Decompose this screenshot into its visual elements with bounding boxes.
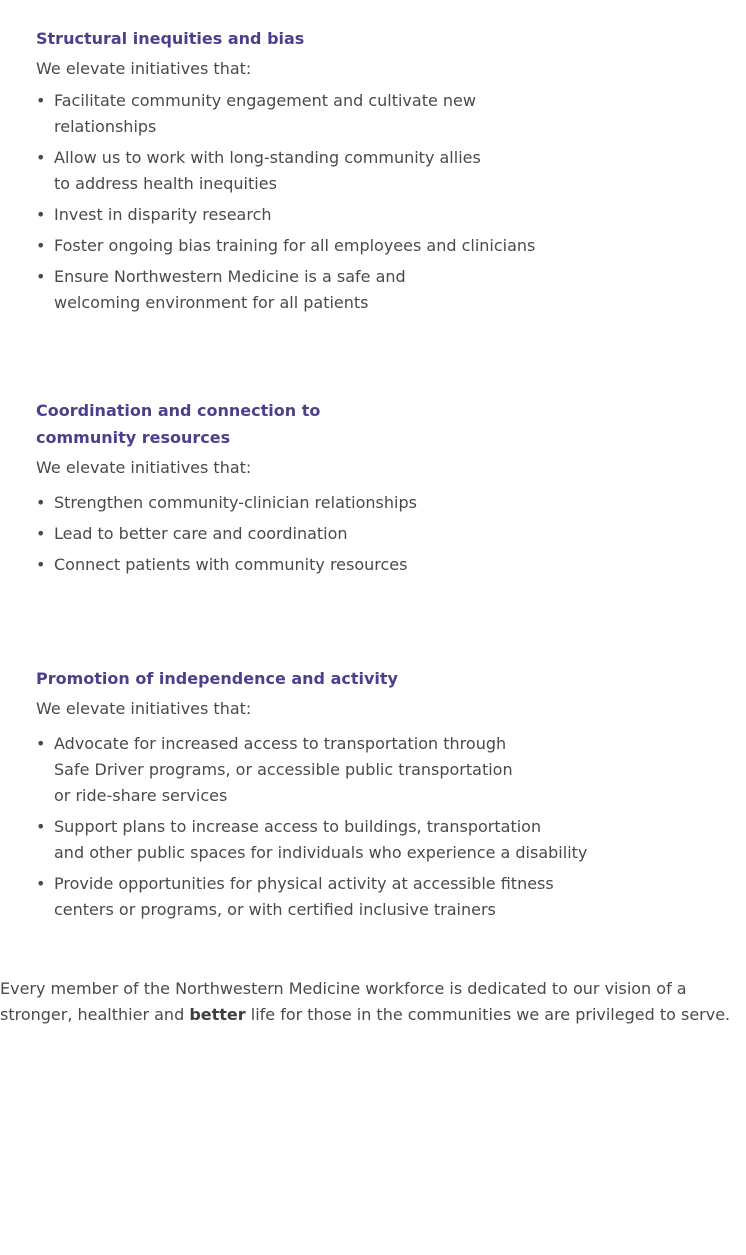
- closing-line-2-start: stronger, healthier and: [0, 1005, 190, 1024]
- section-independence-activity: [36, 665, 736, 928]
- list-item: • Lead to better care and coordination: [36, 521, 736, 547]
- section-intro: We elevate initiatives that:: [36, 59, 252, 78]
- list-item: • Provide opportunities for physical activity at accessible fitness centers or programs, or with certified inclusive trainers: [36, 871, 736, 923]
- list-item: • Ensure Northwestern Medicine is a safe and welcoming environment for all patients: [36, 264, 736, 316]
- list-item: • Foster ongoing bias training for all employees and clinicians: [36, 233, 736, 259]
- section-title: Coordination and connection to community resources: [36, 401, 321, 447]
- list-item: • Support plans to increase access to buildings, transportation and other public spaces for individuals who experience a disability: [36, 814, 736, 866]
- section-structural-inequities: [36, 25, 736, 321]
- bullet-list: [36, 490, 736, 578]
- section-coordination-resources: [36, 397, 736, 583]
- list-item: • Facilitate community engagement and cultivate new relationships: [36, 88, 736, 140]
- bullet-list: [36, 88, 736, 316]
- list-item: • Allow us to work with long-standing community allies to address health inequities: [36, 145, 736, 197]
- list-item: • Advocate for increased access to transportation through Safe Driver programs, or accessible public transportation or ride-share services: [36, 731, 736, 809]
- list-item: • Strengthen community-clinician relationships: [36, 490, 736, 516]
- list-item: • Invest in disparity research: [36, 202, 736, 228]
- closing-emphasis: better: [189, 1005, 246, 1024]
- closing-statement: [0, 976, 746, 1028]
- section-intro: We elevate initiatives that:: [36, 699, 252, 718]
- section-intro: We elevate initiatives that:: [36, 458, 252, 477]
- list-item: • Connect patients with community resources: [36, 552, 736, 578]
- closing-line-2-end: life for those in the communities we are privileged to serve.: [245, 1005, 731, 1024]
- section-title: Structural inequities and bias: [36, 29, 305, 48]
- section-title: Promotion of independence and activity: [36, 669, 398, 688]
- bullet-list: [36, 731, 736, 923]
- closing-line-1: Every member of the Northwestern Medicine workforce is dedicated to our vision of a: [0, 979, 687, 998]
